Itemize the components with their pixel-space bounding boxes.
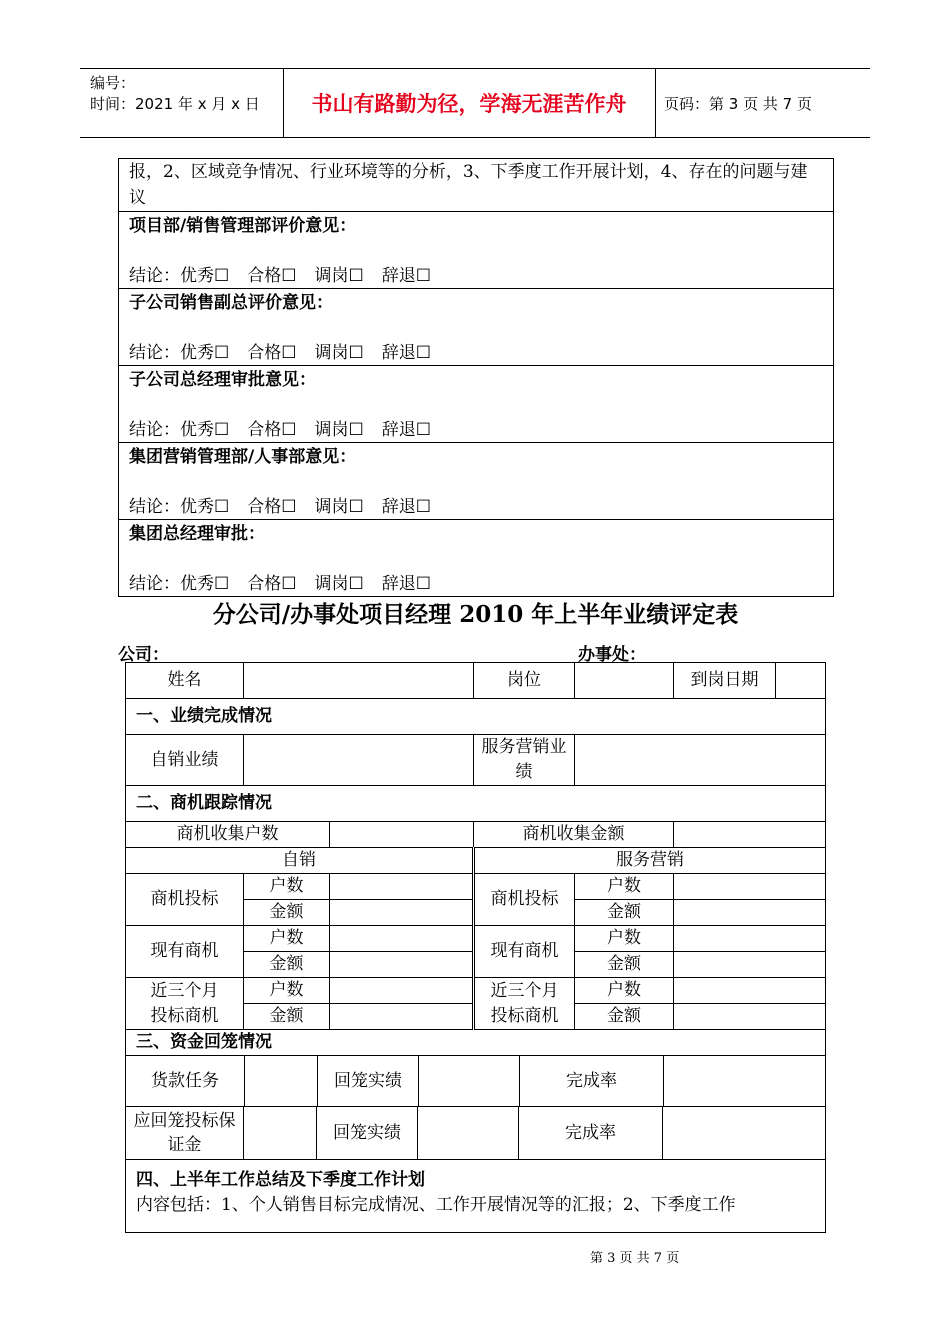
option-excellent[interactable]: 优秀☐ [180,497,230,517]
intro-cell [119,159,834,212]
bid-label: 商机投标 [126,874,244,926]
amount-label: 金额 [575,952,674,978]
rate-field[interactable] [663,1107,825,1159]
bid-amount-field[interactable] [674,900,826,926]
self-sales-label: 自销业绩 [126,735,244,786]
existing-amount-field[interactable] [674,952,826,978]
summary-cell [126,1160,826,1233]
header-meta [90,73,260,115]
collect-amount-field[interactable] [674,822,826,848]
count-label: 户数 [244,978,330,1004]
count-label: 户数 [575,978,674,1004]
deposit-label: 应回笼投标保证金 [126,1107,244,1159]
recovered-label: 回笼实绩 [317,1107,418,1159]
conclusion-label: 结论： [129,343,180,363]
existing-amount-field[interactable] [330,952,474,978]
name-label: 姓名 [126,663,244,699]
table-row [126,874,826,900]
service-header: 服务营销 [474,848,826,874]
option-qualified[interactable]: 合格☐ [247,343,297,363]
table-row [126,1107,826,1160]
bid-count-field[interactable] [674,874,826,900]
review-table [118,158,834,597]
page-footer: 第 3 页 共 7 页 [590,1251,680,1266]
conclusion-options [129,341,823,365]
evaluation-table [125,662,826,1233]
intro-text: 报，2、区域竞争情况、行业环境等的分析，3、下季度工作开展计划，4、存在的问题与建议 [129,162,808,208]
collect-amount-label: 商机收集金额 [474,822,674,848]
review-title: 集团总经理审批： [129,524,265,544]
office-label: 办事处： [578,645,646,665]
table-row [126,735,826,786]
review-title: 集团营销管理部/人事部意见： [129,447,357,467]
table-row [126,848,826,874]
collect-count-label: 商机收集户数 [126,822,330,848]
table-row [126,926,826,952]
option-excellent[interactable]: 优秀☐ [180,343,230,363]
review-title: 项目部/销售管理部评价意见： [129,216,357,236]
conclusion-options [129,572,823,596]
recent-count-field[interactable] [330,978,474,1004]
amount-label: 金额 [244,900,330,926]
post-label: 岗位 [474,663,575,698]
conclusion-options [129,495,823,519]
recent-amount-field[interactable] [330,1004,474,1030]
option-excellent[interactable]: 优秀☐ [180,574,230,594]
payment-row [126,1056,826,1107]
option-qualified[interactable]: 合格☐ [247,420,297,440]
amount-label: 金额 [244,1004,330,1030]
option-excellent[interactable]: 优秀☐ [180,420,230,440]
section-title: 二、商机跟踪情况 [126,786,826,822]
payment-task-field[interactable] [245,1056,318,1106]
recent-amount-field[interactable] [674,1004,826,1030]
option-dismiss[interactable]: 辞退☐ [381,497,431,517]
review-row [119,443,834,520]
table-row [126,663,826,699]
option-dismiss[interactable]: 辞退☐ [381,343,431,363]
deposit-row [126,1107,826,1160]
count-label: 户数 [575,926,674,952]
review-row [119,212,834,289]
service-sales-field[interactable] [575,735,826,786]
header-page-info: 页码：第 3 页 共 7 页 [664,94,812,113]
company-label: 公司： [118,645,169,665]
option-dismiss[interactable]: 辞退☐ [381,574,431,594]
table-row [126,699,826,735]
section-title: 三、资金回笼情况 [126,1030,826,1056]
review-title: 子公司销售副总评价意见： [129,293,333,313]
bid-label: 商机投标 [474,874,575,926]
rate-field[interactable] [664,1056,825,1106]
time-label: 时间：2021 年 x 月 x 日 [90,95,260,113]
self-sales-field[interactable] [244,735,474,786]
bid-count-field[interactable] [330,874,474,900]
conclusion-label: 结论： [129,420,180,440]
recovered-label: 回笼实绩 [318,1056,419,1106]
conclusion-options [129,264,823,288]
review-row [119,289,834,366]
rate-label: 完成率 [520,1056,664,1106]
arrival-field[interactable] [776,663,825,698]
rate-label: 完成率 [519,1107,663,1159]
arrival-label: 到岗日期 [674,663,776,698]
recent-label: 近三个月投标商机 [126,978,244,1030]
collect-count-field[interactable] [330,822,474,848]
name-field[interactable] [244,663,474,699]
existing-label: 现有商机 [126,926,244,978]
recent-count-field[interactable] [674,978,826,1004]
conclusion-options [129,418,823,442]
option-qualified[interactable]: 合格☐ [247,266,297,286]
review-row [119,520,834,597]
recovered-field[interactable] [418,1107,519,1159]
table-row [126,822,826,848]
option-transfer[interactable]: 调岗☐ [314,266,364,286]
count-label: 户数 [244,874,330,900]
existing-count-field[interactable] [674,926,826,952]
self-header: 自销 [126,848,474,874]
amount-label: 金额 [244,952,330,978]
section-title: 一、业绩完成情况 [126,699,826,735]
review-row [119,366,834,443]
section-title: 四、上半年工作总结及下季度工作计划 [136,1170,425,1190]
conclusion-label: 结论： [129,266,180,286]
option-qualified[interactable]: 合格☐ [247,497,297,517]
existing-label: 现有商机 [474,926,575,978]
review-title: 子公司总经理审批意见： [129,370,316,390]
amount-label: 金额 [575,1004,674,1030]
conclusion-label: 结论： [129,574,180,594]
existing-count-field[interactable] [330,926,474,952]
count-label: 户数 [244,926,330,952]
option-transfer[interactable]: 调岗☐ [314,420,364,440]
option-transfer[interactable]: 调岗☐ [314,497,364,517]
option-dismiss[interactable]: 辞退☐ [381,266,431,286]
arrival-cell [674,663,826,699]
summary-content: 内容包括：1、个人销售目标完成情况、工作开展情况等的汇报；2、下季度工作 [136,1195,736,1215]
option-excellent[interactable]: 优秀☐ [180,266,230,286]
service-sales-label: 服务营销业绩 [474,735,575,786]
table-row [126,978,826,1004]
number-label: 编号： [90,74,136,92]
payment-task-label: 货款任务 [126,1056,245,1106]
post-cell [474,663,674,699]
option-transfer[interactable]: 调岗☐ [314,574,364,594]
option-transfer[interactable]: 调岗☐ [314,343,364,363]
post-field[interactable] [575,663,673,698]
conclusion-label: 结论： [129,497,180,517]
table-row [126,1056,826,1107]
recent-label: 近三个月投标商机 [474,978,575,1030]
form-title: 分公司/办事处项目经理 2010 年上半年业绩评定表 [212,601,739,628]
header-motto: 书山有路勤为径，学海无涯苦作舟 [311,92,627,116]
option-qualified[interactable]: 合格☐ [247,574,297,594]
header-divider [655,69,656,137]
recovered-field[interactable] [419,1056,520,1106]
bid-amount-field[interactable] [330,900,474,926]
option-dismiss[interactable]: 辞退☐ [381,420,431,440]
deposit-field[interactable] [244,1107,317,1159]
table-row [126,786,826,822]
table-row [126,1160,826,1233]
page-header [80,68,870,138]
table-row [126,1030,826,1056]
count-label: 户数 [575,874,674,900]
amount-label: 金额 [575,900,674,926]
